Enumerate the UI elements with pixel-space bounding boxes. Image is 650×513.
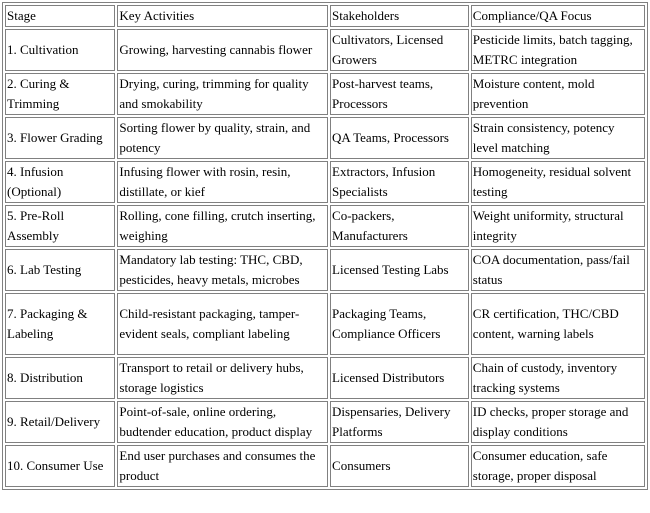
cell-activities: Rolling, cone filling, crutch inserting, weighing — [117, 205, 328, 247]
cell-activities: Growing, harvesting cannabis flower — [117, 29, 328, 71]
table-row — [5, 29, 645, 71]
cell-stakeholders: Co-packers, Manufacturers — [330, 205, 469, 247]
table-row — [5, 357, 645, 399]
cell-compliance: Moisture content, mold prevention — [471, 73, 645, 115]
table-row — [5, 161, 645, 203]
cell-compliance: Homogeneity, residual solvent testing — [471, 161, 645, 203]
table-row — [5, 293, 645, 355]
cell-stage: 8. Distribution — [5, 357, 115, 399]
cell-activities: Point-of-sale, online ordering, budtender education, product display — [117, 401, 328, 443]
cell-stakeholders: Dispensaries, Delivery Platforms — [330, 401, 469, 443]
cell-stage: 5. Pre-Roll Assembly — [5, 205, 115, 247]
cell-activities: Sorting flower by quality, strain, and potency — [117, 117, 328, 159]
header-compliance-qa-focus: Compliance/QA Focus — [471, 5, 645, 27]
header-stage: Stage — [5, 5, 115, 27]
cell-compliance: Strain consistency, potency level matching — [471, 117, 645, 159]
table-row — [5, 445, 645, 487]
table-header-row — [5, 5, 645, 27]
cell-compliance: ID checks, proper storage and display conditions — [471, 401, 645, 443]
cell-activities: End user purchases and consumes the product — [117, 445, 328, 487]
table-row — [5, 73, 645, 115]
supply-chain-table — [2, 2, 648, 490]
cell-stakeholders: Packaging Teams, Compliance Officers — [330, 293, 469, 355]
cell-activities: Infusing flower with rosin, resin, distillate, or kief — [117, 161, 328, 203]
cell-stage: 9. Retail/Delivery — [5, 401, 115, 443]
cell-stage: 7. Packaging & Labeling — [5, 293, 115, 355]
cell-stage: 3. Flower Grading — [5, 117, 115, 159]
cell-compliance: CR certification, THC/CBD content, warning labels — [471, 293, 645, 355]
cell-stakeholders: Post-harvest teams, Processors — [330, 73, 469, 115]
table-row — [5, 117, 645, 159]
table-row — [5, 205, 645, 247]
cell-stakeholders: QA Teams, Processors — [330, 117, 469, 159]
table-row — [5, 401, 645, 443]
cell-stage: 4. Infusion (Optional) — [5, 161, 115, 203]
cell-compliance: Weight uniformity, structural integrity — [471, 205, 645, 247]
cell-stakeholders: Licensed Testing Labs — [330, 249, 469, 291]
cell-stage: 10. Consumer Use — [5, 445, 115, 487]
cell-compliance: Chain of custody, inventory tracking systems — [471, 357, 645, 399]
cell-stakeholders: Cultivators, Licensed Growers — [330, 29, 469, 71]
cell-stakeholders: Extractors, Infusion Specialists — [330, 161, 469, 203]
table-container — [2, 2, 648, 490]
cell-compliance: Pesticide limits, batch tagging, METRC integration — [471, 29, 645, 71]
cell-activities: Drying, curing, trimming for quality and smokability — [117, 73, 328, 115]
cell-stakeholders: Licensed Distributors — [330, 357, 469, 399]
cell-activities: Child-resistant packaging, tamper-evident seals, compliant labeling — [117, 293, 328, 355]
cell-stage: 2. Curing & Trimming — [5, 73, 115, 115]
cell-stage: 1. Cultivation — [5, 29, 115, 71]
cell-stakeholders: Consumers — [330, 445, 469, 487]
cell-compliance: Consumer education, safe storage, proper disposal — [471, 445, 645, 487]
table-row — [5, 249, 645, 291]
header-stakeholders: Stakeholders — [330, 5, 469, 27]
cell-compliance: COA documentation, pass/fail status — [471, 249, 645, 291]
cell-activities: Transport to retail or delivery hubs, storage logistics — [117, 357, 328, 399]
cell-stage: 6. Lab Testing — [5, 249, 115, 291]
cell-activities: Mandatory lab testing: THC, CBD, pesticides, heavy metals, microbes — [117, 249, 328, 291]
header-key-activities: Key Activities — [117, 5, 328, 27]
